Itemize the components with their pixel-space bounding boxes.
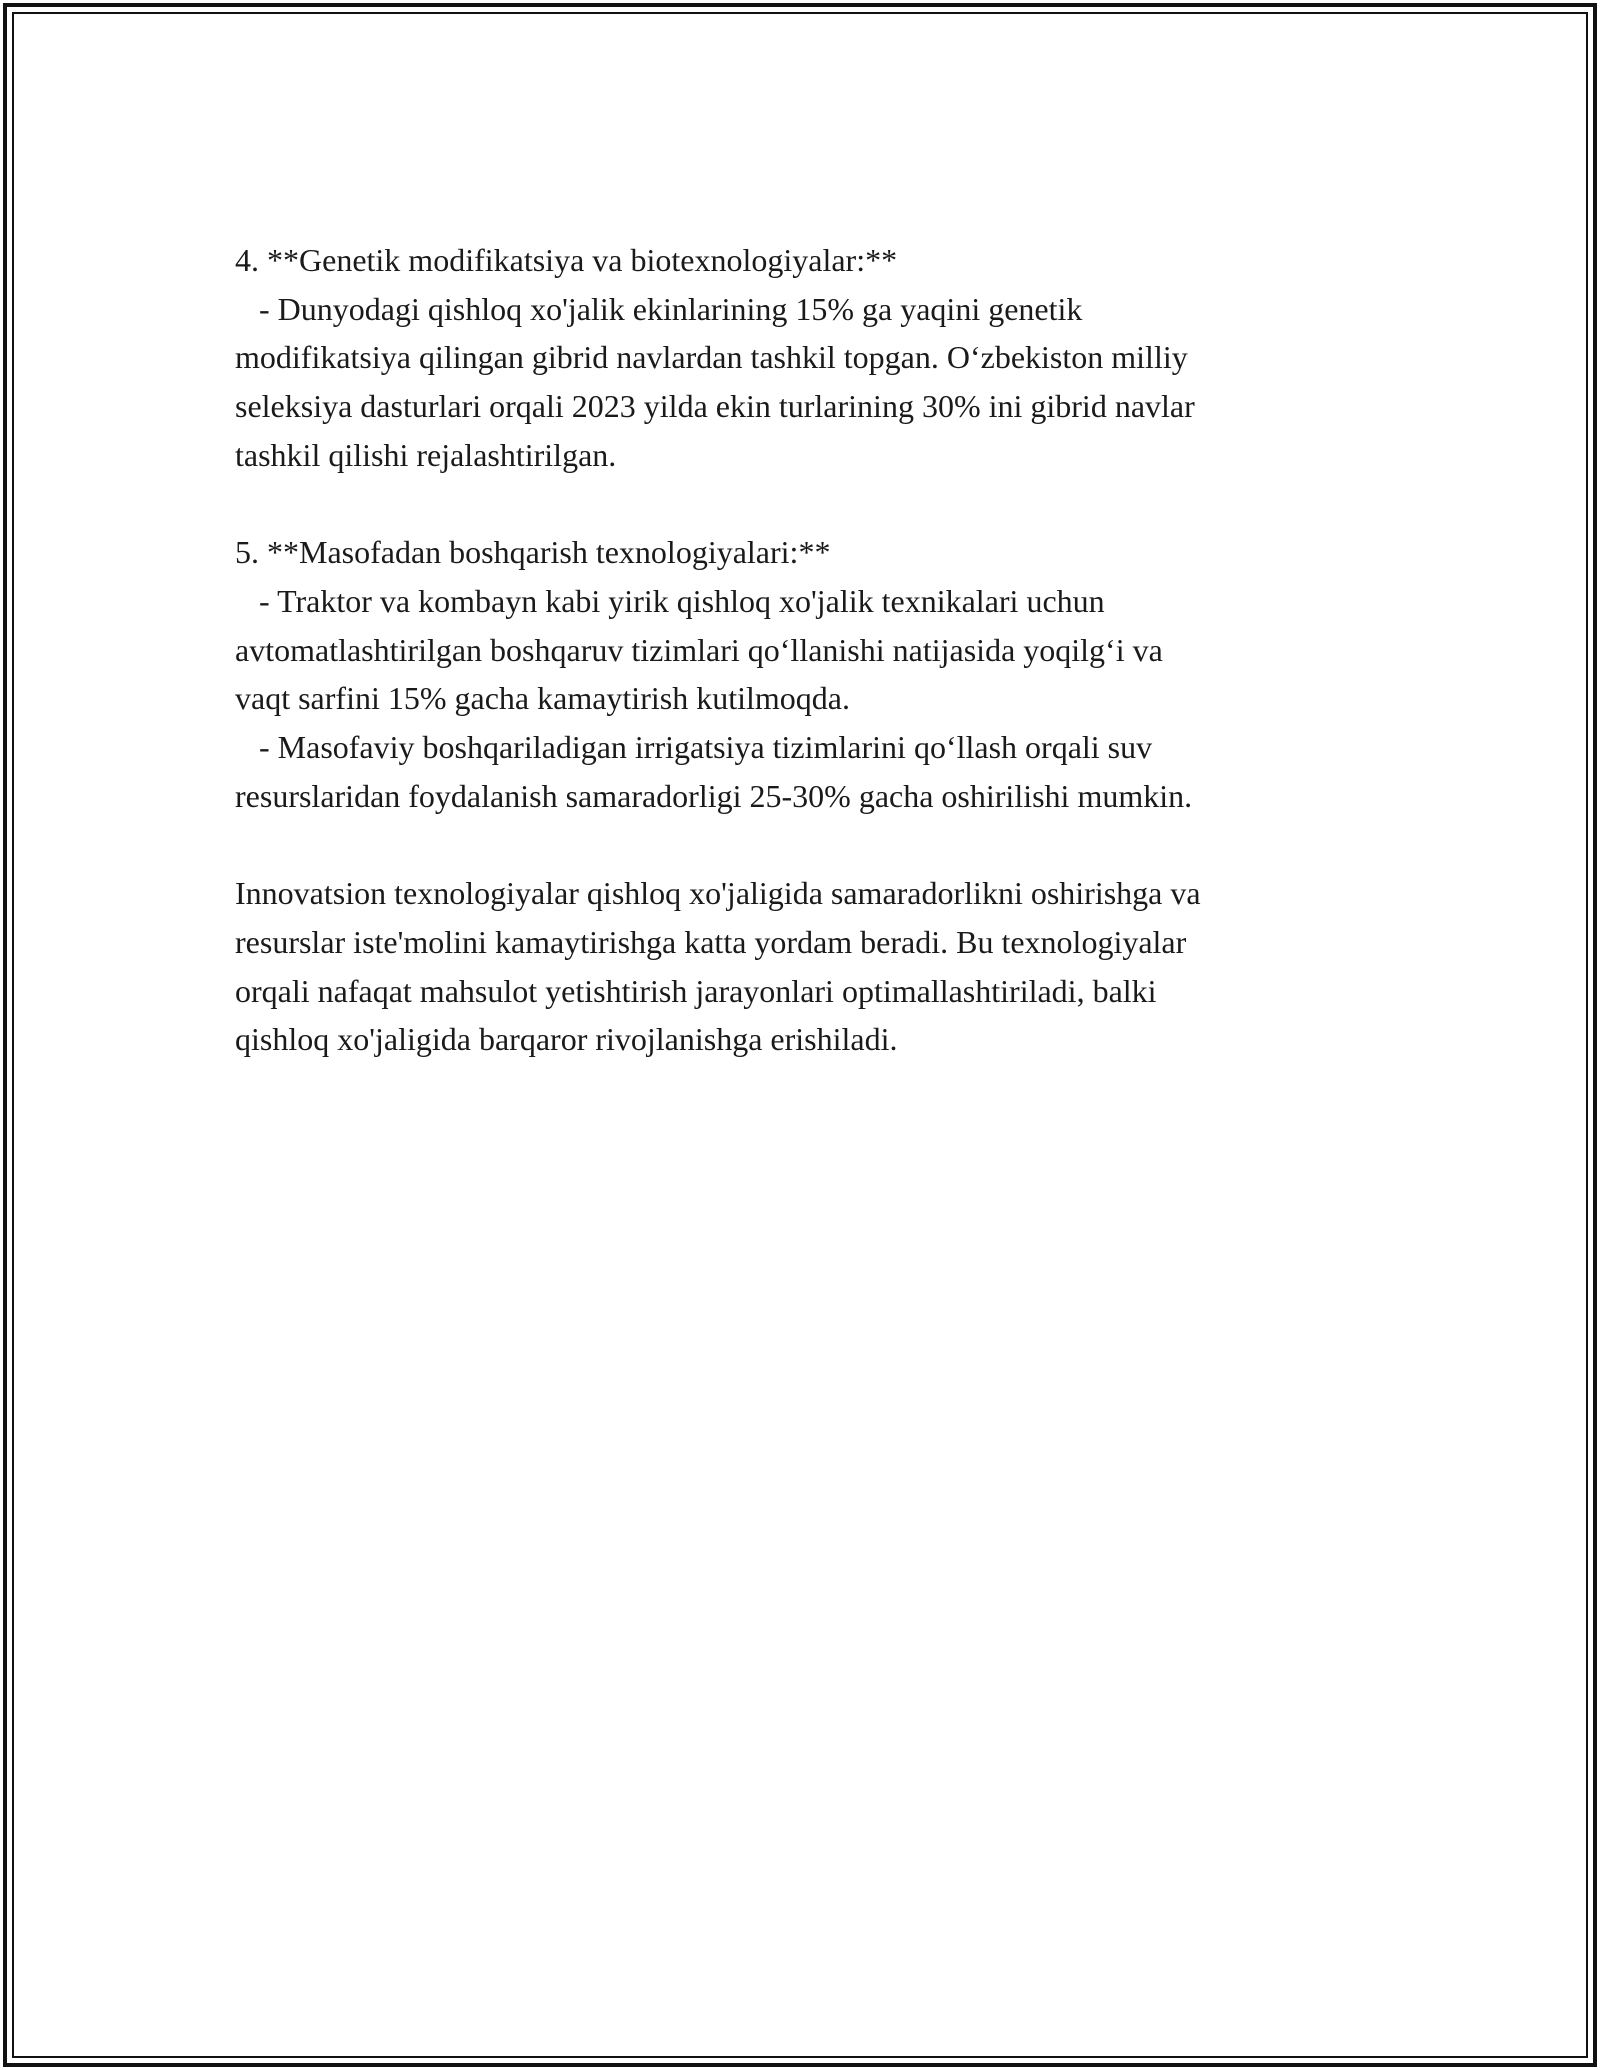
section-heading: 4. **Genetik modifikatsiya va biotexnologiyalar:**: [235, 242, 898, 278]
text-line: modifikatsiya qilingan gibrid navlardan tashkil topgan. O‘zbekiston milliy: [235, 339, 1188, 376]
text-line: resurslaridan foydalanish samaradorligi 25-30% gacha oshirilishi mumkin.: [235, 777, 1193, 814]
text-line: - Traktor va kombayn kabi yirik qishloq xo'jalik texnikalari uchun: [235, 582, 1105, 619]
paragraph-spacer: [235, 820, 1375, 869]
text-line: Innovatsion texnologiyalar qishloq xo'jaligida samaradorlikni oshirishga va: [235, 875, 1201, 912]
section-heading: 5. **Masofadan boshqarish texnologiyalari:**: [235, 534, 831, 571]
paragraph-spacer: [235, 480, 1375, 529]
text-line: - Masofaviy boshqariladigan irrigatsiya tizimlarini qo‘llash orqali suv: [235, 729, 1153, 766]
text-line: qishloq xo'jaligida barqaror rivojlanishga erishiladi.: [235, 1021, 898, 1058]
text-line: tashkil qilishi rejalashtirilgan.: [235, 436, 617, 473]
text-line: orqali nafaqat mahsulot yetishtirish jarayonlari optimallashtiriladi, balki: [235, 972, 1157, 1009]
text-line: - Dunyodagi qishloq xo'jalik ekinlarining 15% ga yaqini genetik: [235, 290, 1083, 327]
document-body: [235, 236, 1375, 1064]
section-genetic-modification: [235, 236, 1375, 480]
section-remote-control: [235, 528, 1375, 820]
text-line: seleksiya dasturlari orqali 2023 yilda ekin turlarining 30% ini gibrid navlar: [235, 388, 1195, 425]
conclusion-paragraph: [235, 869, 1375, 1064]
text-line: resurslar iste'molini kamaytirishga katta yordam beradi. Bu texnologiyalar: [235, 923, 1187, 960]
text-line: avtomatlashtirilgan boshqaruv tizimlari qo‘llanishi natijasida yoqilg‘i va: [235, 631, 1163, 668]
text-line: vaqt sarfini 15% gacha kamaytirish kutilmoqda.: [235, 680, 850, 717]
